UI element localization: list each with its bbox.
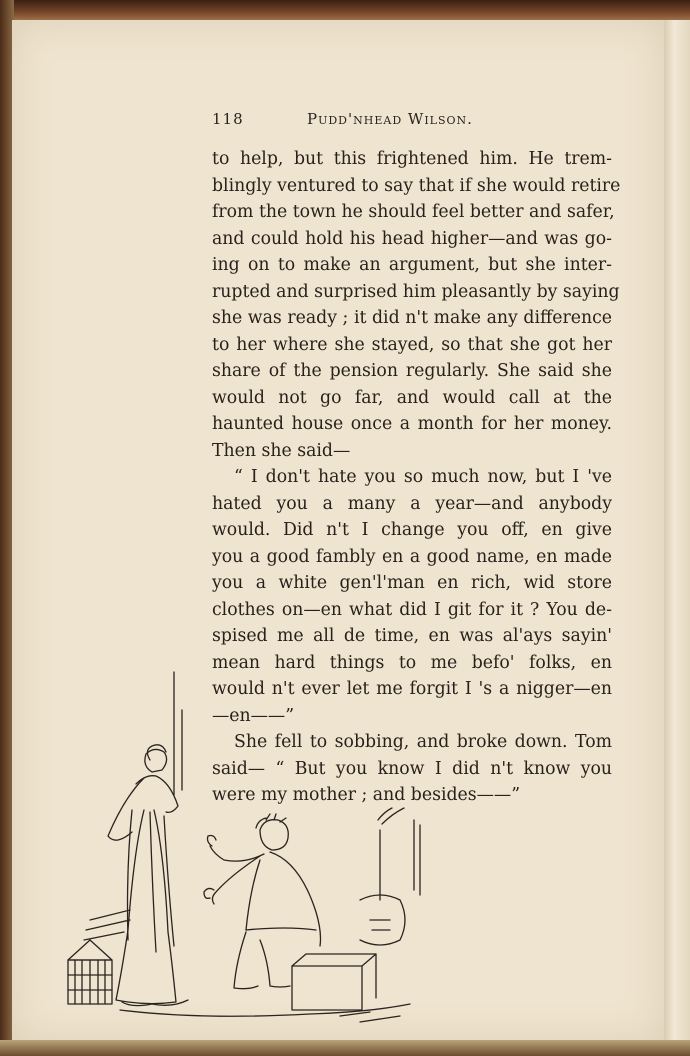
text-line: you a white gen'l'man en rich, wid store — [212, 573, 612, 593]
book-bottom-edge — [0, 1040, 690, 1056]
page-fore-edge — [664, 20, 690, 1042]
text-line: ing on to make an argument, but she inter- — [212, 255, 612, 275]
text-line: to her where she stayed, so that she got her — [212, 334, 612, 355]
text-line: were my mother ; and besides——” — [212, 785, 521, 805]
text-line: and could hold his head higher—and was go- — [212, 228, 612, 249]
page-number: 118 — [212, 110, 244, 128]
text-line: hated you a many a year—and anybody — [212, 493, 612, 514]
text-line: —en——” — [212, 705, 295, 726]
text-line: share of the pension regularly. She said she — [212, 361, 612, 381]
text-line: said— “ But you know I did n't know you — [212, 758, 612, 779]
text-line: from the town he should feel better and safer, — [212, 202, 615, 222]
text-line: she was ready ; it did n't make any difference — [212, 308, 612, 328]
text-line: would not go far, and would call at the — [212, 387, 612, 408]
text-line: haunted house once a month for her money. — [212, 414, 612, 434]
text-line: to help, but this frightened him. He trem- — [212, 149, 612, 169]
text-line: Then she said— — [212, 440, 351, 461]
text-line: She fell to sobbing, and broke down. Tom — [234, 732, 612, 752]
text-line: mean hard things to me befo' folks, en — [212, 652, 612, 673]
text-line: would. Did n't I change you off, en give — [212, 520, 612, 540]
text-line: clothes on—en what did I git for it ? You de- — [212, 599, 612, 620]
text-line: rupted and surprised him pleasantly by saying — [212, 281, 620, 302]
book-top-edge — [0, 0, 690, 22]
illustration-woman-and-kneeling-man — [60, 660, 430, 1030]
text-line: blingly ventured to say that if she would retire — [212, 175, 621, 196]
text-line: you a good fambly en a good name, en made — [212, 546, 612, 567]
text-line: “ I don't hate you so much now, but I 've — [234, 467, 612, 487]
running-head — [200, 110, 500, 132]
page-header-title: Pudd'nhead Wilson. — [307, 110, 473, 128]
text-line: would n't ever let me forgit I 's a nigger—en — [212, 679, 612, 699]
text-line: spised me all de time, en was al'ays sayin' — [212, 626, 612, 646]
